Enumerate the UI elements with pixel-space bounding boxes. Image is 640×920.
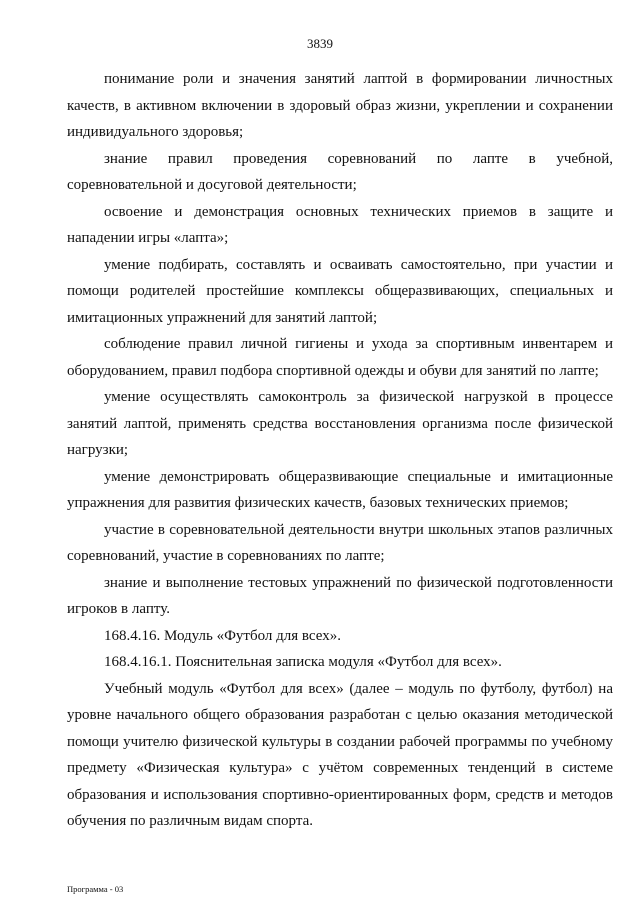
paragraph: Учебный модуль «Футбол для всех» (далее – модуль по футболу, футбол) на уровне начального общего образования разработан с целью оказания методической помощи учителю физической культуры в создании рабочей программы по учебному предмету «Физическая культура» с учётом современных тенденций в системе образования и использования спортивно-ориентированных форм, средств и методов обучения по различным видам спорта. bbox=[67, 680, 613, 829]
subsection-heading: 168.4.16.1. Пояснительная записка модуля «Футбол для всех». bbox=[104, 654, 502, 670]
section-heading: 168.4.16. Модуль «Футбол для всех». bbox=[104, 627, 341, 644]
paragraph: умение осуществлять самоконтроль за физической нагрузкой в процессе занятий лаптой, применять средства восстановления организма после физической нагрузки; bbox=[67, 389, 613, 458]
paragraph: знание правил проведения соревнований по лапте в учебной, соревновательной и досуговой деятельности; bbox=[67, 150, 613, 193]
paragraph: умение подбирать, составлять и осваивать самостоятельно, при участии и помощи родителей простейшие комплексы общеразвивающих, специальных и имитационных упражнений для занятий лаптой; bbox=[67, 256, 613, 326]
paragraph: знание и выполнение тестовых упражнений по физической подготовленности игроков в лапту. bbox=[67, 574, 613, 617]
page-number: 3839 bbox=[307, 36, 333, 51]
paragraph: освоение и демонстрация основных технических приемов в защите и нападении игры «лапта»; bbox=[67, 203, 613, 246]
footer-label: Программа - 03 bbox=[67, 884, 124, 894]
paragraph: участие в соревновательной деятельности внутри школьных этапов различных соревнований, участие в соревнованиях по лапте; bbox=[67, 521, 613, 564]
document-body bbox=[67, 66, 613, 835]
paragraph: умение демонстрировать общеразвивающие специальные и имитационные упражнения для развития физических качеств, базовых технических приемов; bbox=[67, 468, 613, 511]
paragraph: понимание роли и значения занятий лаптой в формировании личностных качеств, в активном включении в здоровый образ жизни, укреплении и сохранении индивидуального здоровья; bbox=[67, 71, 613, 140]
paragraph: соблюдение правил личной гигиены и ухода за спортивным инвентарем и оборудованием, правил подбора спортивной одежды и обуви для занятий по лапте; bbox=[67, 336, 613, 379]
